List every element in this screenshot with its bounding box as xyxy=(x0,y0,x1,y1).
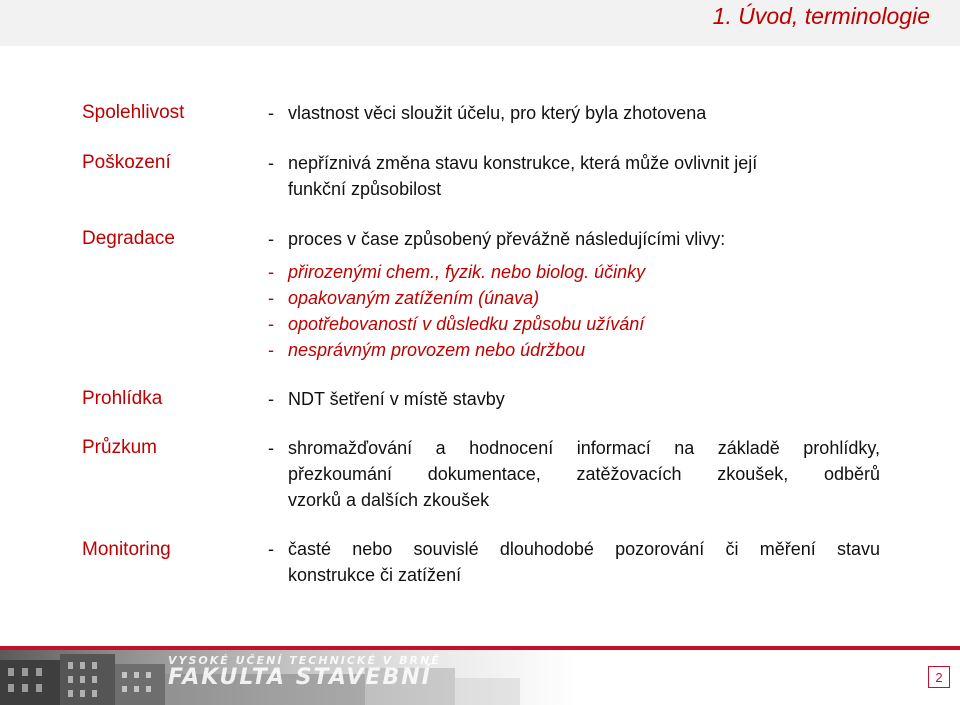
definition-pruzkum xyxy=(268,435,880,513)
term-prohlidka: Prohlídka xyxy=(82,388,163,409)
term-poskozeni: Poškození xyxy=(82,152,171,173)
influence-item: opotřebovaností v důsledku způsobu užívání xyxy=(288,314,645,334)
bullet-dash: - xyxy=(268,438,274,458)
bullet-dash: - xyxy=(268,262,274,282)
definition-text: vzorků a dalších zkoušek xyxy=(288,490,490,510)
definition-spolehlivost xyxy=(268,100,880,126)
definition-text: konstrukce či zatížení xyxy=(288,565,462,585)
definition-text: vlastnost věci sloužit účelu, pro který byla zhotovena xyxy=(288,103,707,123)
logo-university-name: VYSOKÉ UČENÍ TECHNICKÉ V BRNĚ xyxy=(168,654,441,667)
bullet-dash: - xyxy=(268,229,274,249)
bullet-dash: - xyxy=(268,103,274,123)
term-monitoring: Monitoring xyxy=(82,539,171,560)
bullet-dash: - xyxy=(268,539,274,559)
term-degradace: Degradace xyxy=(82,228,175,249)
bullet-dash: - xyxy=(268,314,274,334)
definition-text: funkční způsobilost xyxy=(288,179,442,199)
title-bar xyxy=(0,0,960,46)
page-number: 2 xyxy=(928,666,950,688)
bullet-dash: - xyxy=(268,153,274,173)
definition-text: proces v čase způsobený převážně následujícími vlivy: xyxy=(288,229,726,249)
degradace-influences xyxy=(268,259,880,363)
influence-item: opakovaným zatížením (únava) xyxy=(288,288,540,308)
faculty-logo xyxy=(168,654,498,690)
term-pruzkum: Průzkum xyxy=(82,437,157,458)
bullet-dash: - xyxy=(268,288,274,308)
definition-text: NDT šetření v místě stavby xyxy=(288,389,505,409)
influence-item: nesprávným provozem nebo údržbou xyxy=(288,340,586,360)
slide-title: 1. Úvod, terminologie xyxy=(712,3,930,29)
influence-item: přirozenými chem., fyzik. nebo biolog. účinky xyxy=(288,262,646,282)
definition-degradace xyxy=(268,226,880,252)
definition-monitoring xyxy=(268,536,880,588)
definition-text: přezkoumání dokumentace, zatěžovacích zkoušek, odběrů xyxy=(288,464,880,484)
bullet-dash: - xyxy=(268,389,274,409)
definition-poskozeni xyxy=(268,150,880,202)
definition-text: časté nebo souvislé dlouhodobé pozorování či měření stavu xyxy=(288,539,880,559)
definition-text: nepříznivá změna stavu konstrukce, která může ovlivnit její xyxy=(288,153,758,173)
definition-prohlidka xyxy=(268,386,880,412)
term-spolehlivost: Spolehlivost xyxy=(82,102,185,123)
definition-text: shromažďování a hodnocení informací na základě prohlídky, xyxy=(288,438,880,458)
footer-banner xyxy=(0,650,960,705)
logo-faculty-name: FAKULTA STAVEBNÍ xyxy=(168,665,432,690)
bullet-dash: - xyxy=(268,340,274,360)
